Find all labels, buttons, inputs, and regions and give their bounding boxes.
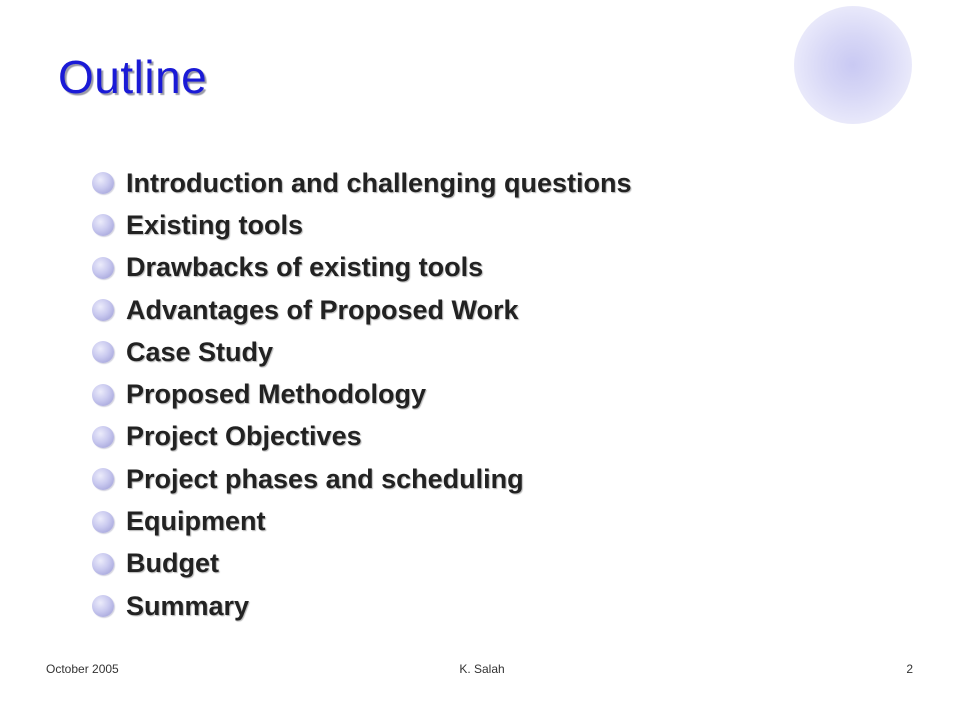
bullet-item bbox=[92, 204, 632, 246]
bullet-circle-icon bbox=[92, 341, 114, 363]
bullet-item bbox=[92, 416, 632, 458]
bullet-text: Existing tools bbox=[126, 209, 304, 240]
bullet-item bbox=[92, 500, 632, 542]
bullet-circle-icon bbox=[92, 511, 114, 533]
footer-date: October 2005 bbox=[46, 662, 119, 676]
bullet-circle-icon bbox=[92, 214, 114, 236]
bullet-text: Equipment bbox=[126, 506, 266, 537]
slide-title: Outline bbox=[58, 51, 208, 103]
bullet-text: Case Study bbox=[126, 336, 274, 367]
bullet-text: Drawbacks of existing tools bbox=[126, 252, 484, 283]
bullet-item bbox=[92, 373, 632, 415]
bullet-text: Project Objectives bbox=[126, 421, 362, 452]
bullet-circle-icon bbox=[92, 257, 114, 279]
bullet-circle-icon bbox=[92, 553, 114, 575]
bullet-text: Advantages of Proposed Work bbox=[126, 294, 519, 325]
bullet-item bbox=[92, 331, 632, 373]
bullet-circle-icon bbox=[92, 595, 114, 617]
bullet-item bbox=[92, 543, 632, 585]
bullet-circle-icon bbox=[92, 384, 114, 406]
bullet-item bbox=[92, 289, 632, 331]
decorative-circle-icon bbox=[794, 6, 912, 124]
bullet-circle-icon bbox=[92, 468, 114, 490]
bullet-circle-icon bbox=[92, 299, 114, 321]
bullet-circle-icon bbox=[92, 426, 114, 448]
bullet-text: Proposed Methodology bbox=[126, 379, 426, 410]
bullet-list bbox=[92, 162, 632, 627]
footer-page-number: 2 bbox=[906, 662, 913, 676]
bullet-item bbox=[92, 458, 632, 500]
bullet-text: Summary bbox=[126, 590, 250, 621]
bullet-item bbox=[92, 247, 632, 289]
bullet-text: Introduction and challenging questions bbox=[126, 167, 632, 198]
bullet-text: Budget bbox=[126, 548, 219, 579]
bullet-item bbox=[92, 162, 632, 204]
bullet-circle-icon bbox=[92, 172, 114, 194]
footer-author: K. Salah bbox=[459, 662, 505, 676]
bullet-item bbox=[92, 585, 632, 627]
bullet-text: Project phases and scheduling bbox=[126, 463, 524, 494]
